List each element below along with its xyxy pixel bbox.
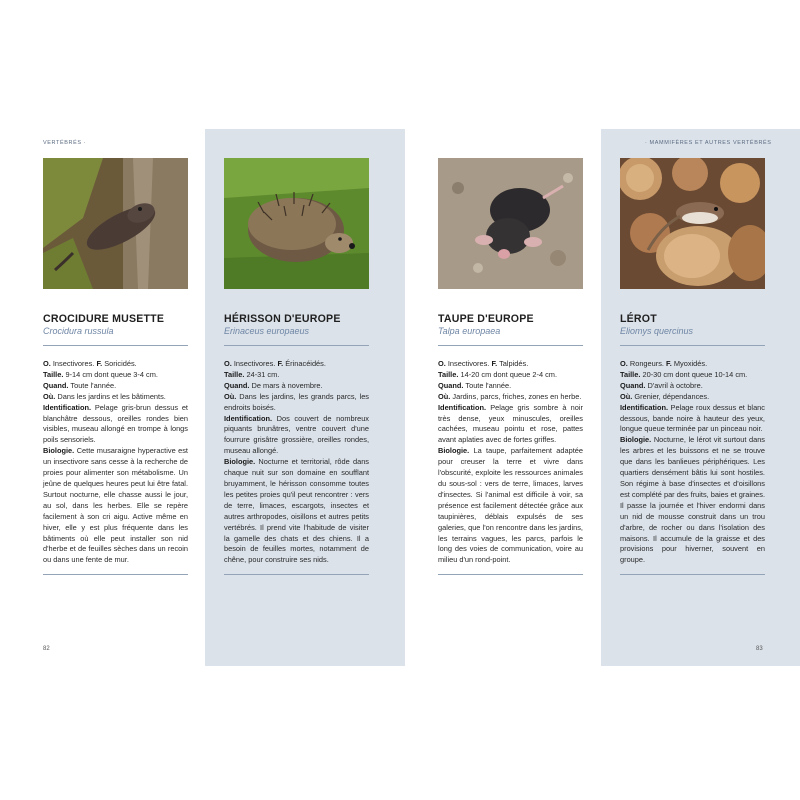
family-value: Myoxidés. bbox=[673, 359, 708, 368]
family-value: Érinacéidés. bbox=[285, 359, 326, 368]
species-latin-name: Talpa europaea bbox=[438, 326, 501, 336]
order-value: Insectivores. bbox=[233, 359, 276, 368]
biologie-value: Cette musaraigne hyperactive est un insectivore sans cesse à la recherche de proies pour alimenter son métabolisme. Un jeûne de quelques heures peut lui être fatal. Surtout nocturne, elle chasse aussi le jour, au sol, dans les herbes. Elle se repère facilement à son cri aigu. Active même en hiver, elle y est plus fréquente dans les bâtiments où elle peut installer son nid d'herbe et de feuilles sèches dans un recoin ou dans une fente de mur. bbox=[43, 446, 188, 565]
size-value: 9-14 cm dont queue 3-4 cm. bbox=[65, 369, 158, 379]
when-label: Quand. bbox=[43, 380, 69, 390]
hedgehog-photo bbox=[224, 158, 369, 289]
identification-value: Pelage gris-brun dessus et blanchâtre dessous, oreilles rondes bien visibles, museau allongé en trompe à longs poils sensoriels. bbox=[43, 402, 188, 445]
species-description bbox=[43, 359, 188, 566]
dormouse-photo bbox=[620, 158, 765, 289]
species-card-lerot bbox=[620, 158, 765, 575]
species-latin-name: Eliomys quercinus bbox=[620, 326, 694, 336]
running-head-left: VERTÉBRÉS · bbox=[43, 140, 87, 146]
page-number-left: 82 bbox=[43, 646, 50, 652]
order-value: Insectivores. bbox=[447, 359, 490, 368]
family-label: F. bbox=[491, 359, 498, 368]
biologie-label: Biologie. bbox=[438, 446, 470, 456]
family-label: F. bbox=[666, 359, 672, 368]
size-label: Taille. bbox=[620, 369, 641, 379]
divider bbox=[43, 345, 188, 346]
biologie-label: Biologie. bbox=[620, 435, 652, 445]
species-description bbox=[620, 359, 765, 566]
biologie-value: Nocturne et territorial, rôde dans chaque nuit sur son domaine en soufflant bruyamment, le hérisson consomme toutes les petites proies qu'il peut rencontrer : vers de terre, limaces, escargots, insectes et autres arthropodes, oisillons et autres petits vertébrés. Il prend vite l'habitude de visiter la gamelle des chats et des chiens. Il a besoin de feuilles mortes, notamment de chêne, pour construire ses nids. bbox=[224, 457, 369, 565]
species-description bbox=[224, 359, 369, 566]
page-number-right: 83 bbox=[756, 646, 763, 652]
family-label: F. bbox=[277, 359, 284, 368]
family-value: Talpidés. bbox=[499, 359, 529, 368]
identification-value: Pelage gris sombre à noir très dense, yeux minuscules, oreilles cachées, museau pointu et rose, pattes avant aplaties avec de fortes griffes. bbox=[438, 402, 584, 445]
species-name: LÉROT bbox=[620, 313, 657, 325]
where-value: Grenier, dépendances. bbox=[634, 391, 710, 401]
family-value: Soricidés. bbox=[104, 359, 137, 368]
order-label: O. bbox=[224, 359, 232, 368]
order-value: Rongeurs. bbox=[629, 359, 664, 368]
order-label: O. bbox=[43, 359, 51, 368]
where-label: Où. bbox=[620, 391, 633, 401]
order-label: O. bbox=[620, 359, 628, 368]
where-label: Où. bbox=[224, 391, 237, 401]
size-label: Taille. bbox=[43, 369, 64, 379]
species-card-taupe bbox=[438, 158, 583, 575]
species-name: CROCIDURE MUSETTE bbox=[43, 313, 165, 325]
when-label: Quand. bbox=[620, 380, 646, 390]
where-label: Où. bbox=[43, 391, 56, 401]
biologie-value: La taupe, parfaitement adaptée pour creuser la terre et vivre dans l'obscurité, exploite les ressources animales du sous-sol : vers de terre, limaces, larves d'insectes. Si l'animal est difficile à voir, sa présence est facilement détectée grâce aux taupinières, déblais expulsés de ses galeries, que l'on rencontre dans les jardins, les terrains vagues, les parcs, parfois le long des voies de communication, voire au milieu d'un rond-point. bbox=[438, 446, 583, 565]
running-head-right: · MAMMIFÈRES ET AUTRES VERTÉBRÉS bbox=[645, 140, 772, 146]
order-label: O. bbox=[438, 359, 446, 368]
divider bbox=[620, 574, 765, 575]
where-value: Jardins, parcs, friches, zones en herbe. bbox=[452, 391, 582, 401]
when-value: D'avril à octobre. bbox=[647, 380, 703, 390]
when-value: Toute l'année. bbox=[465, 380, 512, 390]
when-label: Quand. bbox=[224, 380, 250, 390]
size-label: Taille. bbox=[224, 369, 245, 379]
species-description bbox=[438, 359, 583, 566]
species-name: HÉRISSON D'EUROPE bbox=[224, 313, 341, 325]
when-value: De mars à novembre. bbox=[251, 380, 323, 390]
divider bbox=[438, 574, 583, 575]
identification-value: Dos couvert de nombreux piquants brunâtres, ventre couvert d'une fourrure grisâtre grossière, oreilles rondes, museau allongé. bbox=[224, 413, 369, 456]
species-card-crocidure bbox=[43, 158, 188, 575]
when-label: Quand. bbox=[438, 380, 464, 390]
size-value: 24-31 cm. bbox=[246, 369, 280, 379]
identification-label: Identification. bbox=[224, 413, 273, 423]
where-value: Dans les jardins, les grands parcs, les endroits boisés. bbox=[224, 391, 369, 412]
biologie-label: Biologie. bbox=[224, 457, 256, 467]
shrew-photo bbox=[43, 158, 188, 289]
divider bbox=[620, 345, 765, 346]
identification-label: Identification. bbox=[438, 402, 487, 412]
species-latin-name: Crocidura russula bbox=[43, 326, 114, 336]
where-label: Où. bbox=[438, 391, 451, 401]
species-card-herisson bbox=[224, 158, 369, 575]
order-value: Insectivores. bbox=[52, 359, 95, 368]
divider bbox=[438, 345, 583, 346]
divider bbox=[43, 574, 188, 575]
mole-photo bbox=[438, 158, 583, 289]
where-value: Dans les jardins et les bâtiments. bbox=[57, 391, 166, 401]
identification-value: Pelage roux dessus et blanc dessous, bande noire à hauteur des yeux, longue queue terminée par un pinceau noir. bbox=[620, 402, 765, 434]
when-value: Toute l'année. bbox=[70, 380, 117, 390]
biologie-value: Nocturne, le lérot vit surtout dans les arbres et les buissons et ne se trouve que dans les banlieues périphériques. Les quartiers densément bâtis lui sont hostiles. Son régime à base d'insectes et d'oisillons est complété par des fruits, baies et graines. Il passe la journée et l'hiver endormi dans un nid de mousse construit dans un trou d'arbre, de rocher ou dans l'isolation des maisons. Il accumule de la graisse et des provisions pour hiverner, souvent en groupe. bbox=[620, 435, 766, 565]
divider bbox=[224, 345, 369, 346]
species-name: TAUPE D'EUROPE bbox=[438, 313, 534, 325]
identification-label: Identification. bbox=[43, 402, 92, 412]
family-label: F. bbox=[96, 359, 103, 368]
identification-label: Identification. bbox=[620, 402, 669, 412]
species-latin-name: Erinaceus europaeus bbox=[224, 326, 310, 336]
divider bbox=[224, 574, 369, 575]
biologie-label: Biologie. bbox=[43, 446, 75, 456]
size-value: 14-20 cm dont queue 2-4 cm. bbox=[460, 369, 558, 379]
size-label: Taille. bbox=[438, 369, 459, 379]
size-value: 20-30 cm dont queue 10-14 cm. bbox=[642, 369, 748, 379]
